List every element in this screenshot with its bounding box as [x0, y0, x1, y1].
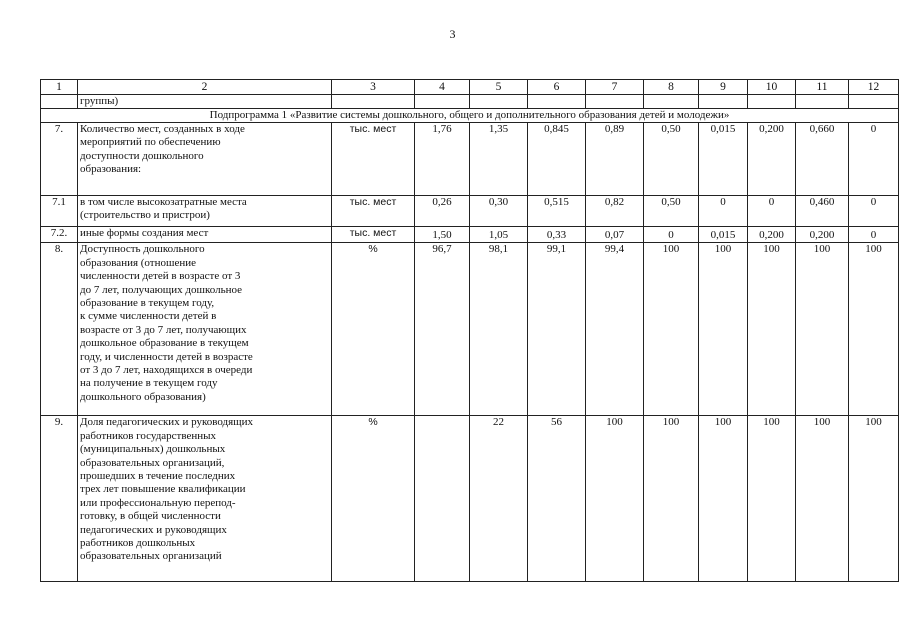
- column-number-5: 5: [470, 80, 528, 95]
- indicator-name-line: от 3 до 7 лет, находящихся в очереди: [80, 364, 253, 377]
- indicator-name-line: образования:: [80, 163, 142, 176]
- column-number-12: 12: [849, 80, 899, 95]
- indicator-name-line: работников государственных: [80, 429, 217, 442]
- row-number: 7.2.: [41, 227, 78, 243]
- unit: тыс. мест: [332, 196, 415, 227]
- value-col-10: 0,200: [748, 123, 796, 196]
- indicator-name-line: Доля педагогических и руководящих: [80, 416, 254, 429]
- value-col-8: 0,50: [644, 196, 699, 227]
- continuation-num-cell: [41, 95, 78, 109]
- indicator-name-line: готовку, в общей численности: [80, 510, 221, 523]
- column-number-9: 9: [699, 80, 748, 95]
- value-col-12: 0: [849, 123, 899, 196]
- indicator-name-line: возрасте от 3 до 7 лет, получающих: [80, 323, 247, 336]
- indicator-name-line: работников дошкольных: [80, 537, 196, 550]
- value-col-5: 22: [470, 416, 528, 582]
- column-number-4: 4: [415, 80, 470, 95]
- indicator-name-line: (муниципальных) дошкольных: [80, 443, 226, 456]
- indicator-name: [78, 243, 332, 416]
- table-row: [41, 416, 899, 582]
- value-col-11: 0,660: [796, 123, 849, 196]
- value-col-8: 0,50: [644, 123, 699, 196]
- indicator-name-line: образования (отношение: [80, 256, 196, 269]
- indicators-table: [40, 79, 899, 582]
- table-row: [41, 196, 899, 227]
- value-col-4: 96,7: [415, 243, 470, 416]
- subprogram-row: [41, 109, 899, 123]
- indicator-name-line: Количество мест, созданных в ходе: [80, 123, 245, 135]
- value-col-7: 0,82: [586, 196, 644, 227]
- indicator-name-line: педагогических и руководящих: [80, 523, 227, 536]
- indicator-name-line: дошкольное образование в текущем: [80, 337, 249, 350]
- indicator-name-line: до 7 лет, получающих дошкольное: [80, 283, 243, 296]
- value-col-9: 0,015: [699, 227, 748, 243]
- continuation-text: группы): [78, 95, 332, 109]
- row-number: 7.: [41, 123, 78, 196]
- row-number: 8.: [41, 243, 78, 416]
- value-col-10: 0,200: [748, 227, 796, 243]
- value-col-12: 0: [849, 227, 899, 243]
- value-col-4: 1,50: [415, 227, 470, 243]
- row-number: 7.1: [41, 196, 78, 227]
- table-row: [41, 123, 899, 196]
- unit: тыс. мест: [332, 123, 415, 196]
- value-col-11: 0,460: [796, 196, 849, 227]
- indicator-name-line: или профессиональную перепод-: [80, 496, 236, 509]
- indicator-name-line: образовательных организаций: [80, 550, 222, 563]
- column-number-8: 8: [644, 80, 699, 95]
- value-col-10: 100: [748, 416, 796, 582]
- indicator-name-line: трех лет повышение квалификации: [80, 483, 246, 496]
- indicator-name-line: численности детей в возрасте от 3: [80, 270, 241, 283]
- value-col-8: 100: [644, 416, 699, 582]
- value-col-9: 0: [699, 196, 748, 227]
- column-number-1: 1: [41, 80, 78, 95]
- value-col-9: 0,015: [699, 123, 748, 196]
- value-col-7: 100: [586, 416, 644, 582]
- value-col-12: 100: [849, 416, 899, 582]
- value-col-5: 0,30: [470, 196, 528, 227]
- value-col-4: 0,26: [415, 196, 470, 227]
- indicator-name: [78, 227, 332, 243]
- value-col-6: 0,845: [528, 123, 586, 196]
- value-col-7: 0,89: [586, 123, 644, 196]
- value-col-10: 100: [748, 243, 796, 416]
- unit: %: [332, 243, 415, 416]
- value-col-4: 1,76: [415, 123, 470, 196]
- column-number-3: 3: [332, 80, 415, 95]
- value-col-7: 99,4: [586, 243, 644, 416]
- value-col-9: 100: [699, 416, 748, 582]
- value-col-6: 99,1: [528, 243, 586, 416]
- page-number: 3: [449, 27, 456, 41]
- value-col-8: 100: [644, 243, 699, 416]
- value-col-6: 0,515: [528, 196, 586, 227]
- value-col-5: 1,05: [470, 227, 528, 243]
- column-number-11: 11: [796, 80, 849, 95]
- indicator-name-line: (строительство и пристрои): [80, 209, 210, 222]
- indicator-name-line: году, и численности детей в возрасте: [80, 350, 253, 363]
- subprogram-title: Подпрограмма 1 «Развитие системы дошкольного, общего и дополнительного образования детей и молодежи»: [41, 109, 899, 123]
- unit: тыс. мест: [332, 227, 415, 243]
- indicator-name-line: иные формы создания мест: [80, 227, 209, 239]
- value-col-6: 56: [528, 416, 586, 582]
- column-number-10: 10: [748, 80, 796, 95]
- value-col-9: 100: [699, 243, 748, 416]
- indicator-name-line: образовательных организаций,: [80, 456, 225, 469]
- indicator-name-line: мероприятий по обеспечению: [80, 136, 221, 149]
- indicator-name-line: к сумме численности детей в: [80, 310, 217, 323]
- column-number-2: 2: [78, 80, 332, 95]
- indicator-name-line: Доступность дошкольного: [80, 243, 205, 256]
- value-col-8: 0: [644, 227, 699, 243]
- indicator-name-line: дошкольного образования): [80, 390, 206, 403]
- column-number-7: 7: [586, 80, 644, 95]
- value-col-10: 0: [748, 196, 796, 227]
- indicator-name: [78, 196, 332, 227]
- value-col-12: 100: [849, 243, 899, 416]
- table-row: [41, 227, 899, 243]
- continuation-row: [41, 95, 899, 109]
- column-number-6: 6: [528, 80, 586, 95]
- value-col-4: [415, 416, 470, 582]
- table-row: [41, 243, 899, 416]
- value-col-12: 0: [849, 196, 899, 227]
- indicator-name-line: в том числе высокозатратные места: [80, 196, 247, 208]
- indicator-name-line: доступности дошкольного: [80, 149, 204, 162]
- value-col-11: 100: [796, 416, 849, 582]
- indicator-name-line: на получение в текущем году: [80, 377, 218, 390]
- value-col-7: 0,07: [586, 227, 644, 243]
- value-col-6: 0,33: [528, 227, 586, 243]
- indicator-name-line: образование в текущем году,: [80, 297, 215, 310]
- value-col-11: 100: [796, 243, 849, 416]
- indicator-name: [78, 416, 332, 582]
- value-col-5: 1,35: [470, 123, 528, 196]
- value-col-11: 0,200: [796, 227, 849, 243]
- indicator-name-line: прошедших в течение последних: [80, 470, 236, 483]
- value-col-5: 98,1: [470, 243, 528, 416]
- row-number: 9.: [41, 416, 78, 582]
- column-number-row: [41, 80, 899, 95]
- indicator-name: [78, 123, 332, 196]
- unit: %: [332, 416, 415, 582]
